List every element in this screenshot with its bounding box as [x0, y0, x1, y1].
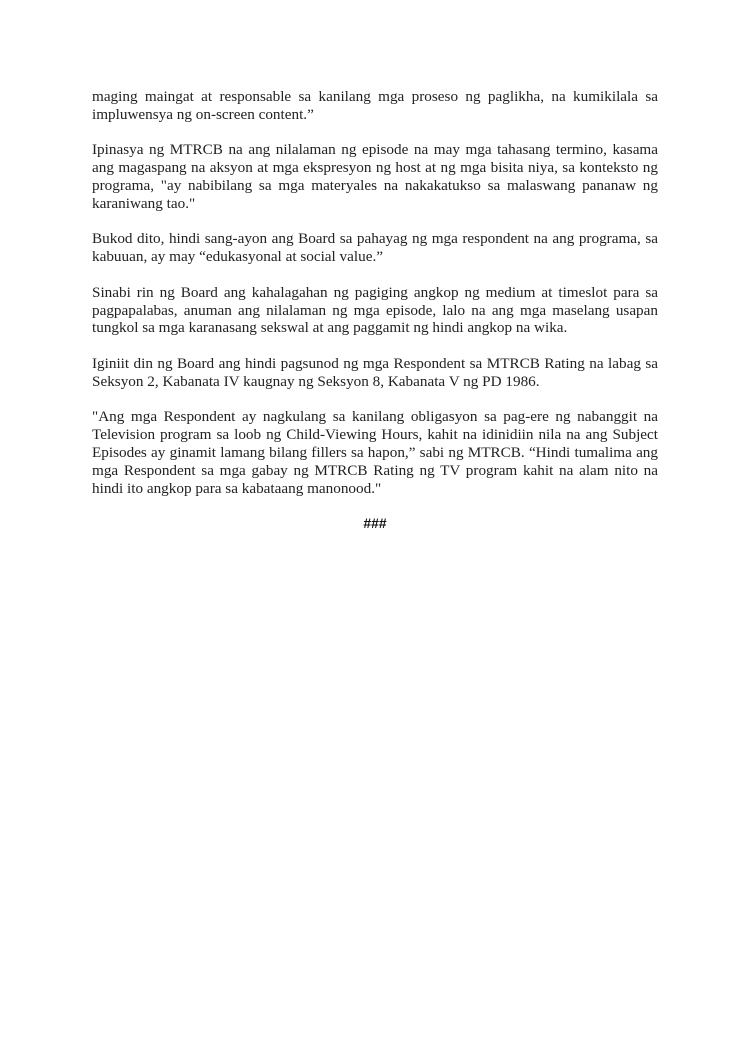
paragraph-timeslot: Sinabi rin ng Board ang kahalagahan ng pagiging angkop ng medium at timeslot para sa pagpapalabas, anuman ang nilalaman ng mga episode, lalo na ang mga maselang usapan tungkol sa mga karanasang sekswal at ang paggamit ng hindi angkop na wika.	[92, 283, 658, 337]
document-page	[92, 88, 658, 533]
paragraph-noncompliance: Iginiit din ng Board ang hindi pagsunod ng mga Respondent sa MTRCB Rating na labag sa Seksyon 2, Kabanata IV kaugnay ng Seksyon 8, Kabanata V ng PD 1986.	[92, 354, 658, 390]
paragraph-quote: "Ang mga Respondent ay nagkulang sa kanilang obligasyon sa pag-ere ng nabanggit na Television program sa loob ng Child-Viewing Hours, kahit na idinidiin nila na ang Subject Episodes ay ginamit lamang bilang fillers sa hapon,” sabi ng MTRCB. “Hindi tumalima ang mga Respondent sa mga gabay ng MTRCB Rating ng TV program kahit na alam nito na hindi ito angkop para sa kabataang manonood."	[92, 408, 658, 497]
end-mark: ###	[363, 515, 387, 532]
paragraph-ruling: Ipinasya ng MTRCB na ang nilalaman ng episode na may mga tahasang termino, kasama ang magaspang na aksyon at mga ekspresyon ng host at ng mga bisita niya, sa konteksto ng programa, "ay nabibilang sa mga materyales na nakakatukso sa malaswang pananaw ng karaniwang tao."	[92, 141, 658, 212]
paragraph-disagreement: Bukod dito, hindi sang-ayon ang Board sa pahayag ng mga respondent na ang programa, sa kabuuan, ay may “edukasyonal at social value.”	[92, 230, 658, 266]
paragraph-continuation: maging maingat at responsable sa kanilang mga proseso ng paglikha, na kumikilala sa impluwensya ng on-screen content.”	[92, 88, 658, 123]
